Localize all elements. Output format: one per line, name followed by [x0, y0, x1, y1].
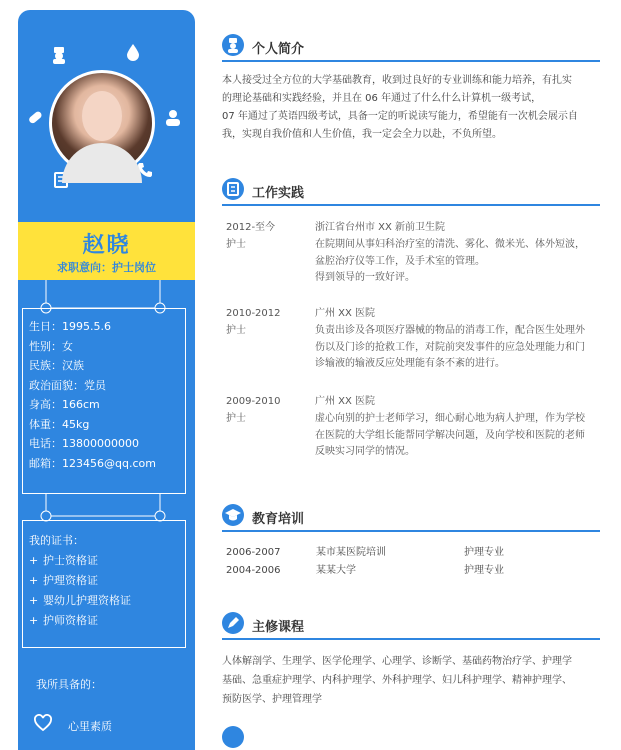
section-work-header	[222, 178, 600, 206]
cert-item: + 护师资格证	[29, 611, 179, 631]
doctor-icon	[164, 108, 182, 126]
section-courses-header	[222, 612, 600, 640]
job-entry: 2010-2012 护士 广州 XX 医院 负责出诊及各项医疗器械的物品的消毒工作，配合医生处理外 伤以及门诊的抢救工作，对院前突发事件的应急处理能力和门 诊输液的输液反应处理能有条不紊的进行。	[226, 308, 585, 369]
intro-text: 本人接受过全方位的大学基础教育，收到过良好的专业训练和能力培养，有扎实 的理论基础和实践经验，并且在 06 年通过了什么什么计算机一级考试， 07 年通过了英语四级考试，具备一定的听说读写能力，希望能有一次机会展示自 我，实现自我价值和人生价值，我一定会全力以赴，不负所望。	[222, 75, 578, 140]
document-icon	[222, 178, 244, 200]
info-weight: 体重：45kg	[29, 417, 90, 431]
plus-icon: +	[29, 554, 39, 567]
pill-icon	[26, 108, 44, 126]
section-title: 教育培训	[252, 512, 305, 527]
sidebar	[18, 10, 195, 750]
section-edu-header	[222, 504, 600, 532]
cert-item: + 护理资格证	[29, 571, 179, 591]
section-title: 个人简介	[252, 42, 305, 57]
info-height: 身高：166cm	[29, 398, 100, 411]
info-phone: 电话：13800000000	[29, 437, 139, 450]
skills-title: 我所具备的：	[36, 678, 102, 691]
edu-row: 2006-2007 某市某医院培训 护理专业	[226, 547, 504, 558]
info-gender: 性别：女	[29, 339, 73, 353]
personal-info-box	[22, 308, 186, 494]
heart-icon	[34, 714, 52, 732]
job-entry: 2012-至今 护士 浙江省台州市 XX 新前卫生院 在院期间从事妇科治疗室的清洗、雾化、微米光、体外短波， 盆腔治疗仪等工作，及手术室的管理。 得到领导的一致好评。	[226, 222, 585, 283]
cert-item: + 护士资格证	[29, 551, 179, 571]
plus-icon: +	[29, 614, 39, 627]
section-title: 主修课程	[252, 620, 305, 635]
plus-icon: +	[29, 574, 39, 587]
pen-icon	[222, 612, 244, 634]
plus-icon: +	[29, 594, 39, 607]
edu-row: 2004-2006 某某大学 护理专业	[226, 565, 504, 576]
profile-name: 赵晓	[82, 233, 131, 258]
certs-title: 我的证书：	[29, 534, 84, 547]
avatar	[49, 70, 155, 176]
section-title: 工作实践	[252, 186, 305, 201]
certificates-box	[22, 520, 186, 648]
name-banner	[18, 222, 195, 280]
section-intro-header	[222, 34, 600, 62]
graduation-icon	[222, 504, 244, 526]
drop-icon	[124, 42, 142, 60]
info-email: 邮箱：123456@qq.com	[29, 456, 156, 470]
nurse-icon	[222, 34, 244, 56]
cert-item: + 婴幼儿护理资格证	[29, 591, 179, 611]
courses-text: 人体解剖学、生理学、医学伦理学、心理学、诊断学、基础药物治疗学、护理学 基础、急重症护理学、内科护理学、外科护理学、妇儿科护理学、精神护理学、 预防医学、护理管理学	[222, 656, 572, 705]
skill-item: 心里素质	[68, 720, 112, 733]
job-intent: 求职意向：护士岗位	[57, 261, 156, 274]
info-political: 政治面貌：党员	[29, 378, 106, 392]
job-entry: 2009-2010 护士 广州 XX 医院 虚心向别的护士老师学习，细心耐心地为病人护理，作为学校 在医院的大学组长能帮同学解决问题，及向学校和医院的老师 反映实习同学的情况。	[226, 396, 585, 457]
next-section-icon	[222, 726, 244, 748]
info-ethnicity: 民族：汉族	[29, 359, 84, 372]
info-birthday: 生日：1995.5.6	[29, 320, 111, 333]
nurse-icon	[50, 46, 68, 64]
